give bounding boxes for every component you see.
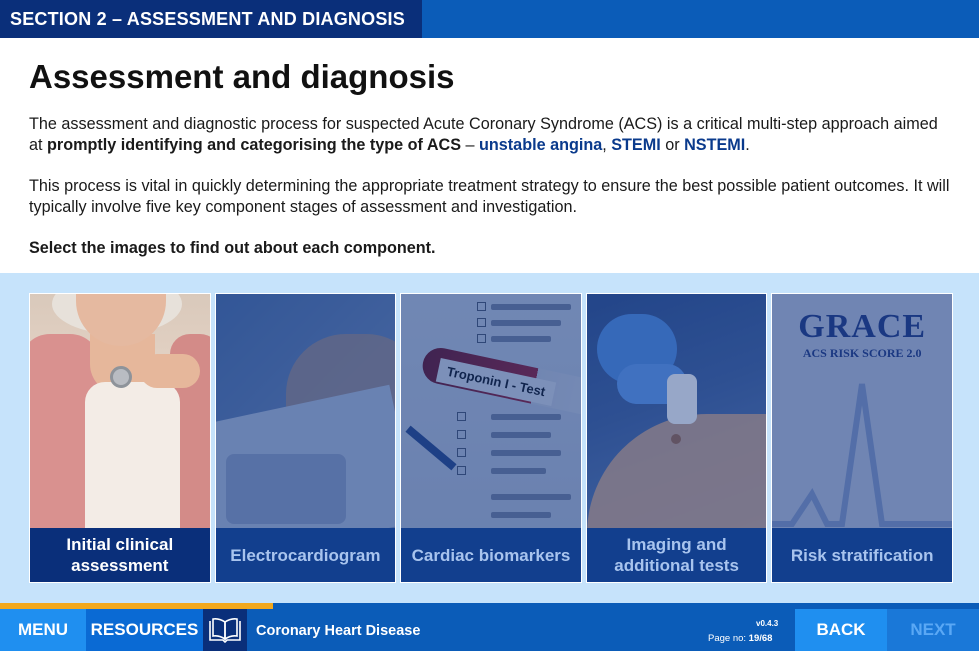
section-title: SECTION 2 – ASSESSMENT AND DIAGNOSIS (0, 0, 422, 38)
next-button[interactable]: NEXT (887, 609, 979, 651)
imaging-image (587, 294, 767, 530)
section-header-bar (0, 0, 979, 38)
intro-content (29, 56, 954, 259)
link-stemi[interactable]: STEMI (611, 136, 661, 154)
back-button[interactable]: BACK (795, 609, 887, 651)
ecg-image (216, 294, 396, 530)
card-label: Electrocardiogram (216, 528, 396, 582)
footer-nav (0, 609, 979, 651)
components-panel (0, 273, 979, 603)
menu-button[interactable]: MENU (0, 609, 86, 651)
resources-button[interactable]: RESOURCES (86, 609, 203, 651)
intro-paragraph-1: The assessment and diagnostic process for suspected Acute Coronary Syndrome (ACS) is a critical multi-step approach aimed at promptly identifying and categorising the type of ACS – unstable angina, STEMI or NSTEMI. (29, 115, 938, 154)
card-imaging-and-additional-tests[interactable] (586, 293, 768, 583)
glossary-book-button[interactable] (203, 609, 247, 651)
emphasis-text: promptly identifying and categorising the type of ACS (47, 136, 462, 154)
card-label: Risk stratification (772, 528, 952, 582)
stethoscope-icon (110, 366, 132, 388)
card-label: Initial clinical assessment (30, 528, 210, 582)
page-number: Page no: 19/68 (708, 633, 773, 644)
card-initial-clinical-assessment[interactable] (29, 293, 211, 583)
grace-score-image (772, 294, 952, 530)
card-cardiac-biomarkers[interactable] (400, 293, 582, 583)
course-title: Coronary Heart Disease (256, 623, 421, 639)
instruction-text: Select the images to find out about each component. (29, 239, 436, 257)
clinical-assessment-image (30, 294, 210, 530)
component-cards (29, 293, 953, 583)
card-risk-stratification[interactable] (771, 293, 953, 583)
page-title: Assessment and diagnosis (29, 58, 455, 95)
version-label: v0.4.3 (756, 619, 779, 628)
card-label: Imaging and additional tests (587, 528, 767, 582)
link-unstable-angina[interactable]: unstable angina (479, 136, 603, 154)
intro-paragraph-2: This process is vital in quickly determining the appropriate treatment strategy to ensure the best possible patient outcomes. It will typically involve five key component stages of assessment and investigation. (29, 177, 950, 216)
card-label: Cardiac biomarkers (401, 528, 581, 582)
book-icon (208, 617, 242, 643)
link-nstemi[interactable]: NSTEMI (684, 136, 746, 154)
biomarkers-image (401, 294, 581, 530)
card-electrocardiogram[interactable] (215, 293, 397, 583)
